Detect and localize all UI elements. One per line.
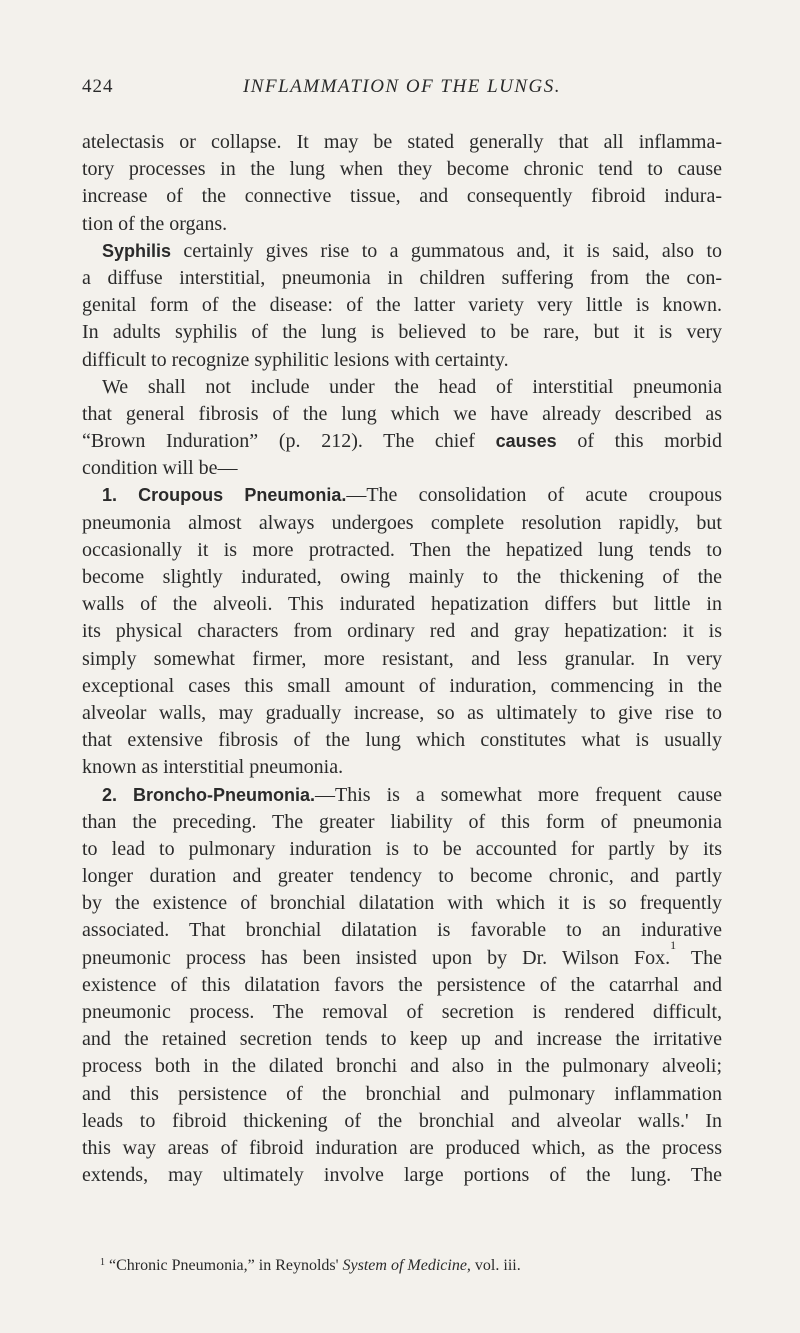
text-line bbox=[82, 1053, 722, 1080]
text-line bbox=[82, 890, 722, 917]
text-line bbox=[82, 537, 722, 564]
text-segment: increase of the connective tissue, and consequently fibroid indura- bbox=[82, 185, 722, 208]
text-line bbox=[82, 863, 722, 890]
text-segment: extends, may ultimately involve large portions of the lung. The bbox=[82, 1164, 722, 1187]
text-line bbox=[82, 238, 722, 265]
text-line bbox=[82, 809, 722, 836]
text-segment: that general fibrosis of the lung which we have already described as bbox=[82, 402, 722, 425]
text-segment: —This is a somewhat more frequent cause bbox=[315, 783, 722, 806]
text-segment: become slightly indurated, owing mainly to the thickening of the bbox=[82, 566, 722, 588]
text-segment: —The consolidation of acute croupous bbox=[346, 484, 722, 507]
text-line bbox=[82, 401, 722, 428]
text-segment: and this persistence of the bronchial and pulmonary inflammation bbox=[82, 1082, 722, 1105]
text-segment: We shall not include under the head of interstitial pneumonia bbox=[102, 375, 722, 398]
text-segment: pneumonic process. The removal of secretion is rendered difficult, bbox=[82, 1001, 722, 1023]
footnote-title: System of Medicine bbox=[342, 1257, 467, 1274]
text-segment: longer duration and greater tendency to become chronic, and partly bbox=[82, 865, 722, 888]
text-segment: known as interstitial pneumonia. bbox=[82, 756, 344, 779]
text-line bbox=[82, 455, 722, 482]
text-line bbox=[82, 999, 722, 1026]
text-line bbox=[82, 618, 722, 645]
text-line bbox=[82, 319, 722, 346]
text-segment: that extensive fibrosis of the lung which constitutes what is usually bbox=[82, 729, 722, 752]
text-segment: difficult to recognize syphilitic lesions with certainty. bbox=[82, 348, 509, 371]
text-line bbox=[82, 727, 722, 754]
footnote-text-before: “Chronic Pneumonia,” in Reynolds' bbox=[105, 1257, 343, 1274]
text-line bbox=[82, 782, 722, 809]
footnote-reference: 1 bbox=[670, 937, 677, 952]
body-text bbox=[82, 129, 722, 1189]
text-line bbox=[82, 591, 722, 618]
bold-heading: causes bbox=[495, 431, 557, 452]
text-line bbox=[82, 754, 722, 781]
running-title: INFLAMMATION OF THE LUNGS. bbox=[242, 76, 562, 97]
text-segment: by the existence of bronchial dilatation with which it is so frequently bbox=[82, 892, 722, 915]
text-segment: “Brown Induration” (p. 212). The chief bbox=[82, 430, 496, 453]
text-segment: process both in the dilated bronchi and also in the pulmonary alveoli; bbox=[82, 1055, 722, 1078]
text-segment: existence of this dilatation favors the persistence of the catarrhal and bbox=[82, 973, 722, 996]
page-header bbox=[82, 76, 722, 106]
footnote bbox=[100, 1257, 720, 1275]
text-segment: associated. That bronchial dilatation is favorable to an indurative bbox=[82, 919, 722, 942]
text-segment: this way areas of fibroid induration are produced which, as the process bbox=[82, 1136, 722, 1159]
text-line bbox=[82, 428, 722, 455]
text-line bbox=[82, 700, 722, 727]
text-segment: of this morbid bbox=[556, 430, 722, 453]
text-segment: tion of the organs. bbox=[82, 212, 228, 235]
text-segment: simply somewhat firmer, more resistant, and less granular. In very bbox=[82, 647, 722, 670]
text-segment: tory processes in the lung when they become chronic tend to cause bbox=[82, 158, 722, 181]
text-segment: genital form of the disease: of the latter variety very little is known. bbox=[82, 294, 722, 317]
text-segment: certainly gives rise to a gummatous and, it is said, also to bbox=[171, 239, 722, 262]
text-line bbox=[82, 1162, 722, 1189]
text-segment: than the preceding. The greater liability of this form of pneumonia bbox=[82, 810, 722, 833]
text-segment: leads to fibroid thickening of the bronchial and alveolar walls.' In bbox=[82, 1109, 722, 1132]
footnote-marker: 1 bbox=[100, 1257, 105, 1268]
page-number: 424 bbox=[82, 76, 114, 97]
text-line bbox=[82, 673, 722, 700]
text-line bbox=[82, 510, 722, 537]
text-line bbox=[82, 265, 722, 292]
text-line bbox=[82, 937, 723, 972]
text-line bbox=[82, 374, 722, 401]
text-segment: condition will be— bbox=[82, 457, 238, 480]
text-line bbox=[82, 1081, 722, 1108]
text-segment: and the retained secretion tends to keep up and increase the irritative bbox=[82, 1028, 722, 1051]
text-line bbox=[82, 129, 722, 156]
text-line bbox=[82, 292, 722, 319]
text-segment: pneumonia almost always undergoes complete resolution rapidly, but bbox=[82, 511, 722, 534]
text-segment: to lead to pulmonary induration is to be accounted for partly by its bbox=[82, 837, 722, 860]
text-line bbox=[82, 211, 722, 238]
text-segment: atelectasis or collapse. It may be stated generally that all inflamma- bbox=[82, 131, 722, 153]
text-line bbox=[82, 646, 722, 673]
text-segment: exceptional cases this small amount of induration, commencing in the bbox=[82, 674, 722, 697]
text-line bbox=[82, 564, 722, 591]
text-segment: In adults syphilis of the lung is believed to be rare, but it is very bbox=[82, 321, 722, 344]
text-line bbox=[82, 1108, 722, 1135]
bold-heading: 1. Croupous Pneumonia. bbox=[102, 485, 347, 506]
text-segment: alveolar walls, may gradually increase, so as ultimately to give rise to bbox=[82, 701, 722, 724]
text-line bbox=[82, 482, 722, 509]
footnote-text-after: , vol. iii. bbox=[466, 1257, 521, 1274]
text-segment: pneumonic process has been insisted upon by Dr. Wilson Fox. bbox=[82, 946, 671, 969]
text-line bbox=[82, 1026, 722, 1053]
text-line bbox=[82, 347, 722, 374]
text-line bbox=[82, 836, 722, 863]
text-line bbox=[82, 183, 722, 210]
text-segment: occasionally it is more protracted. Then the hepatized lung tends to bbox=[82, 538, 722, 561]
text-segment: The bbox=[676, 946, 723, 969]
bold-heading: Syphilis bbox=[102, 240, 172, 261]
text-line bbox=[82, 972, 722, 999]
text-line bbox=[82, 1135, 722, 1162]
text-segment: its physical characters from ordinary red and gray hepatization: it is bbox=[82, 620, 722, 643]
text-segment: walls of the alveoli. This indurated hepatization differs but little in bbox=[82, 593, 722, 616]
text-line bbox=[82, 917, 722, 944]
text-line bbox=[82, 156, 722, 183]
bold-heading: 2. Broncho-Pneumonia. bbox=[102, 784, 316, 805]
text-segment: a diffuse interstitial, pneumonia in children suffering from the con- bbox=[82, 266, 722, 289]
